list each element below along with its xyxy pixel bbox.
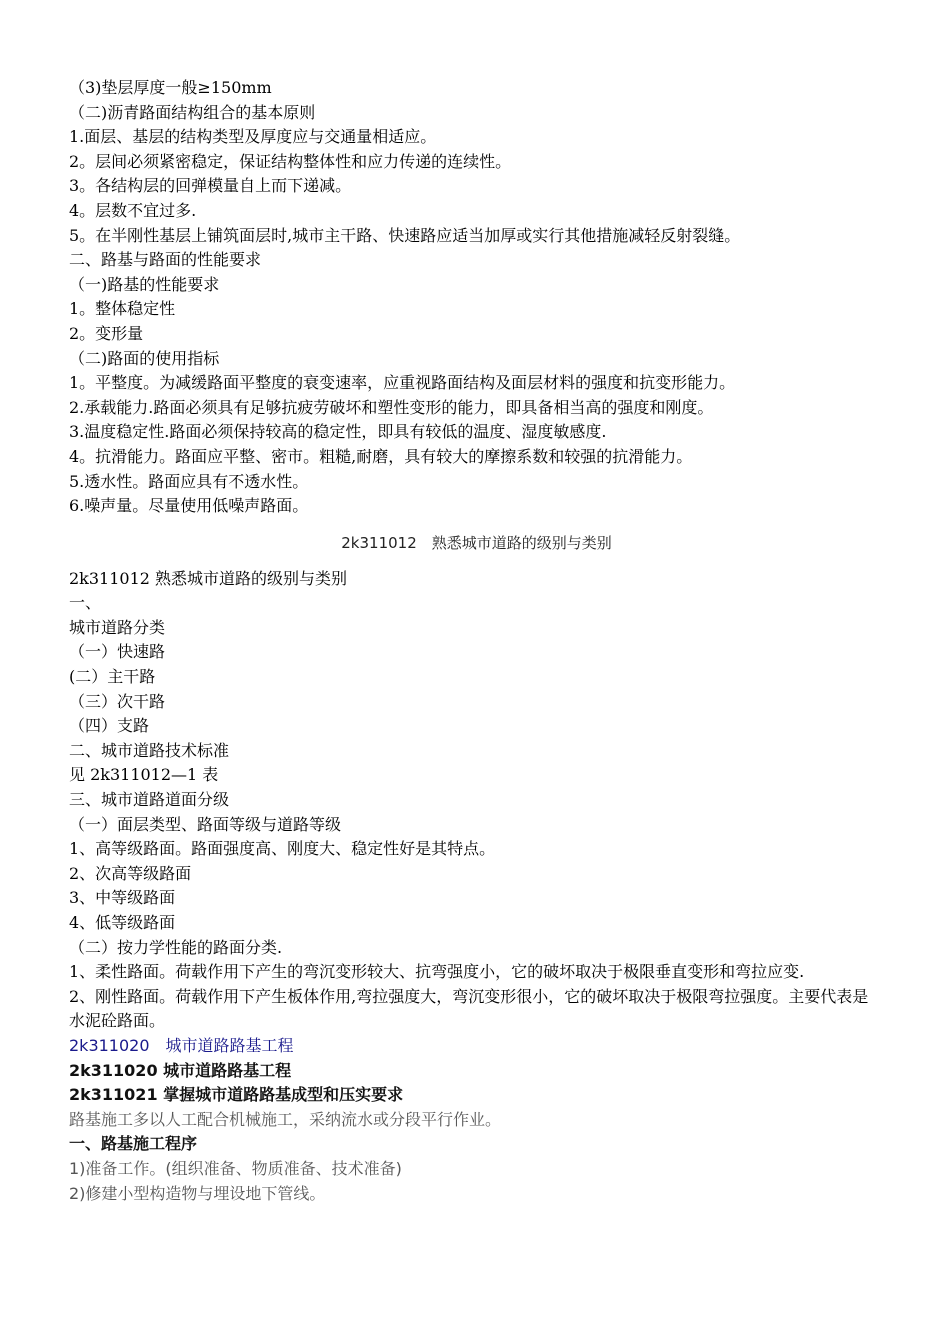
text-line: （一）快速路 bbox=[69, 642, 166, 662]
heading-subgrade-compaction: 2k311021 掌握城市道路路基成型和压实要求 bbox=[69, 1085, 404, 1105]
section-road-classification bbox=[69, 567, 884, 961]
section-title-centered: 2k311012 熟悉城市道路的级别与类别 bbox=[341, 533, 612, 552]
text-line: （二)沥青路面结构组合的基本原则 bbox=[69, 102, 316, 122]
text-line: （四）支路 bbox=[69, 716, 150, 736]
text-line: 5。在半刚性基层上铺筑面层时,城市主干路、快速路应适当加厚或实行其他措施减轻反射裂缝。 bbox=[69, 225, 741, 245]
paragraph-subgrade-intro: 路基施工多以人工配合机械施工，采纳流水或分段平行作业。 bbox=[69, 1109, 502, 1129]
list-item: 2)修建小型构造物与埋设地下管线。 bbox=[69, 1183, 326, 1203]
text-line: 1.面层、基层的结构类型及厚度应与交通量相适应。 bbox=[69, 127, 437, 147]
text-line: 5.透水性。路面应具有不透水性。 bbox=[69, 471, 309, 491]
text-line: 城市道路分类 bbox=[69, 617, 166, 637]
text-line: 二、城市道路技术标准 bbox=[69, 740, 230, 760]
heading-subgrade-engineering-bold: 2k311020 城市道路路基工程 bbox=[69, 1060, 292, 1080]
text-line: （一)路基的性能要求 bbox=[69, 274, 220, 294]
text-line: 2.承载能力.路面必须具有足够抗疲劳破坏和塑性变形的能力，即具备相当高的强度和刚度。 bbox=[69, 397, 714, 417]
text-line: 三、城市道路道面分级 bbox=[69, 790, 230, 810]
text-line: （二）按力学性能的路面分类. bbox=[69, 937, 283, 957]
text-line: 2、次高等级路面 bbox=[69, 863, 192, 883]
text-line: （3)垫层厚度一般≥150mm bbox=[69, 78, 272, 97]
text-line: 6.噪声量。尽量使用低噪声路面。 bbox=[69, 496, 309, 516]
text-line: 1。平整度。为减缓路面平整度的衰变速率，应重视路面结构及面层材料的强度和抗变形能力。 bbox=[69, 373, 736, 393]
text-line: 2。变形量 bbox=[69, 323, 144, 343]
text-line: （一）面层类型、路面等级与道路等级 bbox=[69, 814, 342, 834]
text-line: 见 2k311012—1 表 bbox=[69, 765, 219, 785]
text-line: 4、低等级路面 bbox=[69, 913, 176, 932]
text-line: 2。层间必须紧密稳定，保证结构整体性和应力传递的连续性。 bbox=[69, 151, 512, 171]
section-pavement-principles bbox=[69, 76, 884, 519]
document-page bbox=[69, 76, 884, 1206]
list-subgrade-steps bbox=[69, 1157, 884, 1206]
text-line: （三）次干路 bbox=[69, 691, 166, 711]
text-line: 3.温度稳定性.路面必须保持较高的稳定性，即具有较低的温度、湿度敏感度. bbox=[69, 422, 607, 442]
text-line: 一、 bbox=[69, 593, 102, 613]
heading-subgrade-engineering: 2k311020 城市道路路基工程 bbox=[69, 1035, 294, 1055]
text-line: 4。抗滑能力。路面应平整、密市。粗糙,耐磨，具有较大的摩擦系数和较强的抗滑能力。 bbox=[69, 446, 693, 466]
text-line: (二）主干路 bbox=[69, 667, 156, 687]
text-line: 1、高等级路面。路面强度高、刚度大、稳定性好是其特点。 bbox=[69, 839, 496, 859]
text-line: 2k311012 熟悉城市道路的级别与类别 bbox=[69, 568, 348, 588]
text-line: （二)路面的使用指标 bbox=[69, 348, 220, 368]
list-item: 1)准备工作。(组织准备、物质准备、技术准备) bbox=[69, 1158, 402, 1178]
text-line: 1。整体稳定性 bbox=[69, 299, 176, 319]
text-line: 二、路基与路面的性能要求 bbox=[69, 250, 262, 270]
paragraph-rigid-pavement: 2、刚性路面。荷载作用下产生板体作用,弯拉强度大，弯沉变形很小，它的破坏取决于极限弯拉强度。主要代表是水泥砼路面。 bbox=[69, 986, 869, 1031]
paragraph-flexible-pavement: 1、柔性路面。荷载作用下产生的弯沉变形较大、抗弯强度小，它的破坏取决于极限垂直变形和弯拉应变. bbox=[69, 962, 805, 982]
text-line: 3、中等级路面 bbox=[69, 888, 176, 908]
text-line: 4。层数不宜过多. bbox=[69, 200, 197, 220]
heading-subgrade-procedure: 一、路基施工程序 bbox=[69, 1134, 198, 1154]
text-line: 3。各结构层的回弹模量自上而下递减。 bbox=[69, 176, 352, 196]
